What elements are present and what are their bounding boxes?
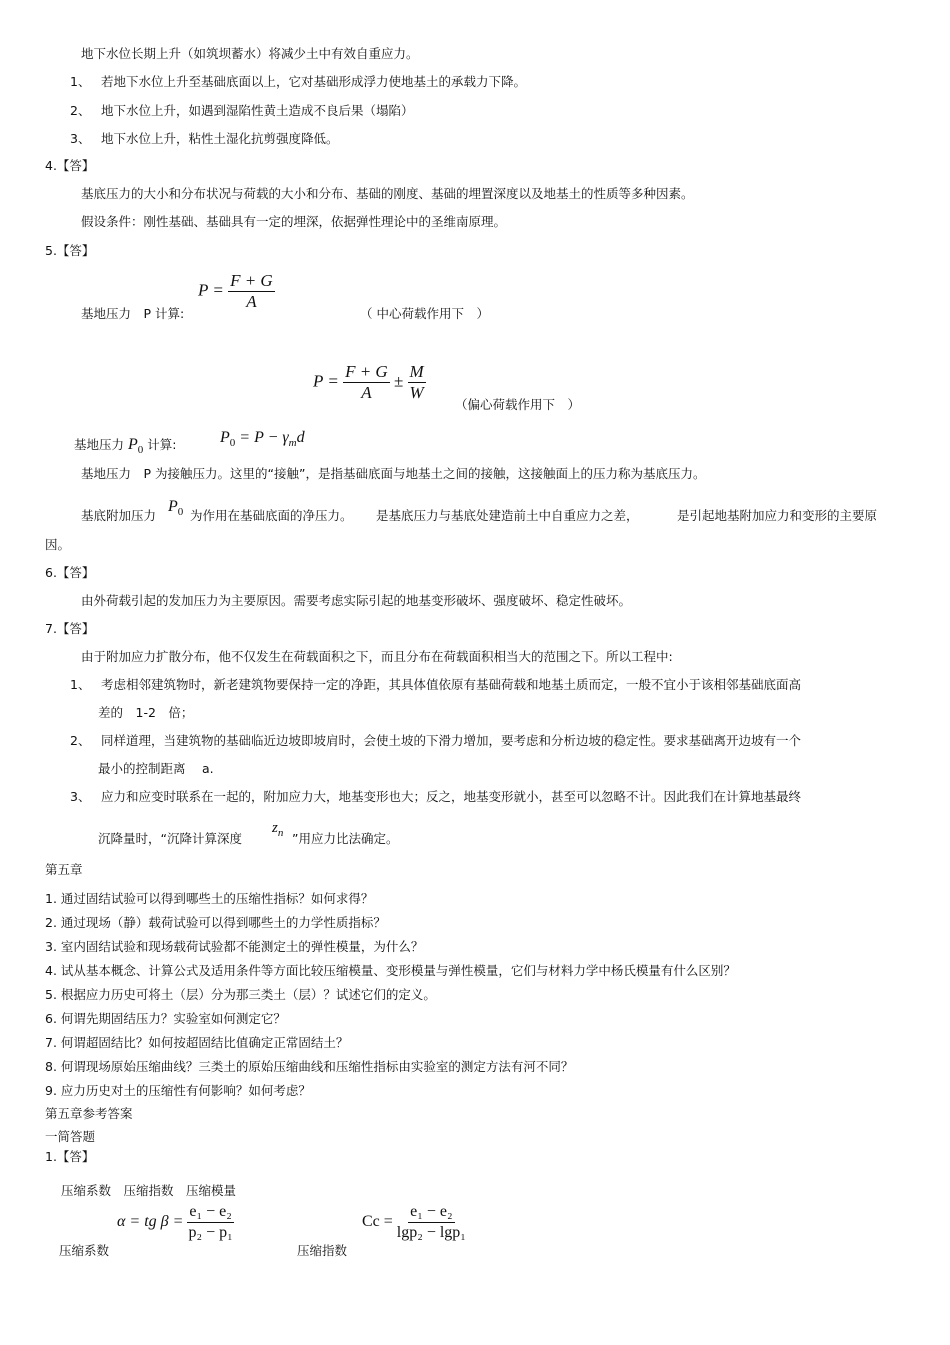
numerator: F + G — [345, 362, 388, 381]
formula-lhs: α = tg β = — [117, 1213, 184, 1231]
formula-p0: $P_0 = P - \gamma_md$ — [220, 429, 305, 450]
formula-central-load — [198, 272, 275, 311]
list-item: ”用应力比法确定。 — [292, 831, 399, 846]
list-item: 沉降量时，“沉降计算深度 — [98, 831, 242, 846]
answer-label-6: 6.【答】 — [45, 565, 95, 580]
paragraph: 是基底压力与基底处建造前土中自重应力之差， — [376, 508, 639, 523]
answer-label-1: 1.【答】 — [45, 1149, 95, 1164]
list-item: 地下水位上升，粘性土湿化抗剪强度降低。 — [101, 131, 339, 146]
denominator: A — [246, 292, 257, 311]
answer-label-7: 7.【答】 — [45, 621, 95, 636]
list-item-number: 2、 — [70, 103, 91, 118]
p-calc-label: 基地压力 P 计算: — [81, 306, 185, 321]
question-item: 8. 何谓现场原始压缩曲线？三类土的原始压缩曲线和压缩性指标由实验室的测定方法有河不同？ — [45, 1059, 574, 1074]
p0-symbol: $P_0$ — [128, 436, 144, 457]
fraction — [343, 363, 390, 402]
numerator: e₁ − e₂ — [187, 1203, 233, 1223]
zn-symbol: $z_n$ — [272, 820, 284, 839]
list-item: 应力和应变时联系在一起的，附加应力大，地基变形也大；反之，地基变形就小，甚至可以忽略不计。因此我们在计算地基最终 — [101, 789, 802, 804]
chapter-title: 第五章 — [45, 862, 83, 877]
question-item: 6. 何谓先期固结压力？实验室如何测定它？ — [45, 1011, 286, 1026]
plus-minus-operator: ± — [393, 371, 404, 391]
fraction — [187, 1203, 233, 1242]
answer-label-5: 5.【答】 — [45, 243, 95, 258]
denominator: lgp₂ − lgp₁ — [396, 1224, 466, 1241]
fraction — [397, 1203, 466, 1242]
paragraph-contact-pressure: 基地压力 P 为接触压力。这里的“接触”，是指基础底面与地基土之间的接触，这接触面上的压力称为基底压力。 — [81, 466, 706, 481]
paragraph: 基底压力的大小和分布状况与荷载的大小和分布、基础的刚度、基础的埋置深度以及地基土的性质等多种因素。 — [81, 186, 694, 201]
question-item: 2. 通过现场（静）载荷试验可以得到哪些土的力学性质指标？ — [45, 915, 386, 930]
list-item: 若地下水位上升至基础底面以上，它对基础形成浮力使地基土的承载力下降。 — [101, 74, 527, 89]
formula-compression-coefficient — [117, 1203, 234, 1242]
paragraph: 由外荷载引起的发加压力为主要原因。需要考虑实际引起的地基变形破坏、强度破坏、稳定性破坏。 — [81, 593, 632, 608]
formula-eccentric-load — [313, 363, 426, 402]
additional-pressure-label: 基底附加压力 — [81, 508, 157, 523]
list-item: 最小的控制距离 a. — [98, 761, 214, 776]
list-item-number: 3、 — [70, 789, 91, 804]
compression-index-label: 压缩指数 — [297, 1243, 348, 1258]
list-item: 考虑相邻建筑物时，新老建筑物要保持一定的净距，其具体值依原有基础荷载和地基土质而定，一般不宜小于该相邻基础底面高 — [101, 677, 802, 692]
question-item: 1. 通过固结试验可以得到哪些土的压缩性指标？如何求得？ — [45, 891, 374, 906]
list-item: 地下水位上升，如遇到湿陷性黄土造成不良后果（塌陷） — [101, 103, 414, 118]
formula-compression-index — [362, 1203, 466, 1242]
question-item: 9. 应力历史对土的压缩性有何影响？如何考虑？ — [45, 1083, 311, 1098]
answer-label-4: 4.【答】 — [45, 158, 95, 173]
formula-lhs: Cc = — [362, 1213, 393, 1231]
denominator: p₂ − p₁ — [188, 1224, 233, 1241]
paragraph: 是引起地基附加应力和变形的主要原 — [677, 508, 878, 523]
p0-label-suffix: 计算: — [147, 437, 177, 452]
paragraph: 为作用在基础底面的净压力。 — [190, 508, 353, 523]
terms-list: 压缩系数 压缩指数 压缩模量 — [61, 1183, 237, 1198]
list-item: 同样道理，当建筑物的基础临近边坡即坡肩时，会使土坡的下滑力增加，要考虑和分析边坡的稳定性。要求基础离开边坡有一个 — [101, 733, 802, 748]
reference-answers-title: 第五章参考答案 — [45, 1106, 133, 1121]
denominator: W — [409, 383, 424, 402]
numerator: e₁ − e₂ — [408, 1203, 454, 1223]
question-item: 7. 何谓超固结比？如何按超固结比值确定正常固结土？ — [45, 1035, 349, 1050]
section-heading: 一简答题 — [45, 1129, 96, 1144]
question-item: 4. 试从基本概念、计算公式及适用条件等方面比较压缩模量、变形模量与弹性模量，它们与材料力学中杨氏模量有什么区别？ — [45, 963, 736, 978]
p0-label-text: 基地压力 — [74, 437, 125, 452]
p0-label — [74, 437, 176, 458]
question-item: 3. 室内固结试验和现场载荷试验都不能测定土的弹性模量，为什么？ — [45, 939, 424, 954]
paragraph: 假设条件：刚性基础、基础具有一定的埋深，依据弹性理论中的圣维南原理。 — [81, 214, 507, 229]
paragraph-groundwater-intro: 地下水位长期上升（如筑坝蓄水）将减少土中有效自重应力。 — [81, 46, 419, 61]
list-item-number: 3、 — [70, 131, 91, 146]
formula-lhs: P = — [198, 280, 224, 300]
central-load-note: （ 中心荷载作用下 ） — [360, 306, 489, 321]
list-item-number: 2、 — [70, 733, 91, 748]
numerator: M — [409, 362, 424, 381]
numerator: F + G — [230, 271, 273, 290]
list-item-number: 1、 — [70, 677, 91, 692]
fraction — [228, 272, 275, 311]
compression-coefficient-label: 压缩系数 — [59, 1243, 110, 1258]
list-item: 差的 1-2 倍； — [98, 705, 194, 720]
formula-lhs: P = — [313, 371, 339, 391]
paragraph: 由于附加应力扩散分布，他不仅发生在荷载面积之下，而且分布在荷载面积相当大的范围之下。所以工程中: — [81, 649, 673, 664]
fraction — [408, 363, 426, 402]
denominator: A — [361, 383, 372, 402]
eccentric-load-note: （偏心荷载作用下 ） — [455, 397, 581, 412]
paragraph: 因。 — [45, 537, 71, 552]
p0-symbol: $P_0$ — [168, 498, 184, 519]
list-item-number: 1、 — [70, 74, 91, 89]
question-item: 5. 根据应力历史可将土（层）分为那三类土（层）？试述它们的定义。 — [45, 987, 436, 1002]
